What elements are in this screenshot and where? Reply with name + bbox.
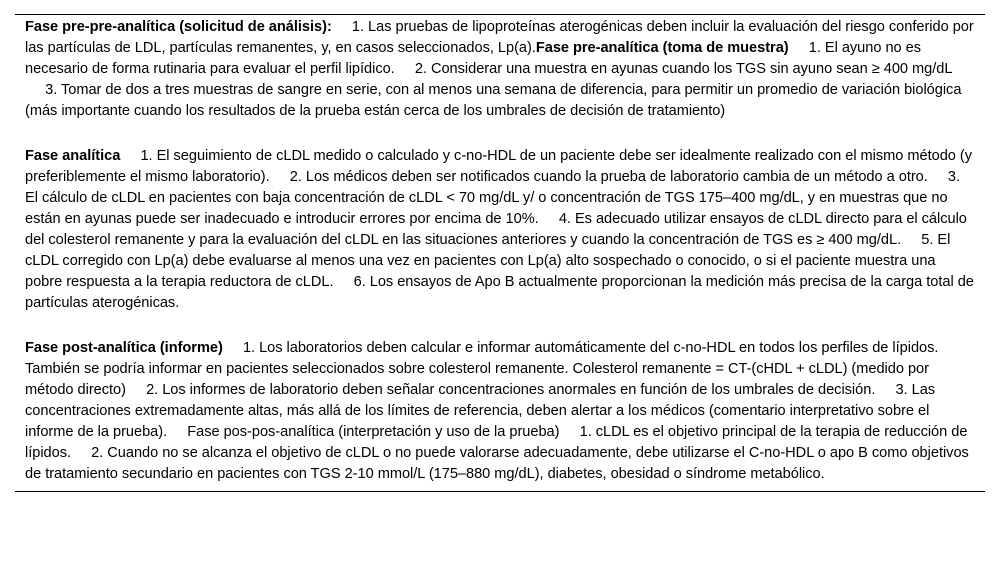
section-pre-pre-analytic (15, 15, 985, 122)
item: 1. cLDL es el objetivo principal de la terapia de reducción de lípidos. (25, 424, 968, 461)
item: 1. El ayuno no es necesario de forma rutinaria para evaluar el perfil lipídico. (25, 40, 922, 77)
item: 2. Los médicos deben ser notificados cuando la prueba de laboratorio cambia de un método a otro. (289, 169, 928, 185)
item: 3. Tomar de dos a tres muestras de sangre en serie, con al menos una semana de diferencia, para permitir un promedio de variación biológica (más importante cuando los resultados de la prueba están cerca de los umbrales de decisión de tratamiento) (25, 82, 962, 119)
item: 2. Los informes de laboratorio deben señalar concentraciones anormales en función de los umbrales de decisión. (146, 382, 876, 398)
item: 4. Es adecuado utilizar ensayos de cLDL directo para el cálculo del colesterol remanente y para la evaluación del cLDL en las situaciones anteriores y cuando la concentración de TGS es ≥ 400 mg/dL. (25, 211, 967, 248)
section-heading: Fase pre-pre-analítica (solicitud de análisis): (25, 19, 332, 35)
item: 2. Cuando no se alcanza el objetivo de cLDL o no puede valorarse adecuadamente, debe utilizarse el C-no-HDL o apo B como objetivos de tratamiento secundario en pacientes con TGS 2-10 mmol/L (175–880 mg/dL), diabetes, obesidad o síndrome metabólico. (25, 445, 969, 482)
section-text (25, 17, 975, 122)
item: Fase pos-pos-analítica (interpretación y uso de la prueba) (187, 424, 560, 440)
section-post-analytic (15, 314, 985, 491)
item: 1. Las pruebas de lipoproteínas aterogénicas deben incluir la evaluación del riesgo conferido por las partículas de LDL, partículas remanentes, y, en casos seleccionados, Lp(a). (25, 19, 974, 56)
section-heading: Fase analítica (25, 148, 121, 164)
item: 3. Las concentraciones extremadamente altas, más allá de los límites de referencia, deben alertar a los médicos (comentario interpretativo sobre el informe de la prueba). (25, 382, 936, 440)
item: 1. El seguimiento de cLDL medido o calculado y c-no-HDL de un paciente debe ser idealmente realizado con el mismo método (y preferiblemente el mismo laboratorio). (25, 148, 973, 185)
section-heading: Fase post-analítica (informe) (25, 340, 223, 356)
section-text (25, 338, 975, 485)
section-analytic (15, 122, 985, 314)
recommendations-table (15, 14, 985, 492)
section-subheading: Fase pre-analítica (toma de muestra) (535, 40, 789, 56)
item: 6. Los ensayos de Apo B actualmente proporcionan la medición más precisa de la carga total de partículas aterogénicas. (25, 274, 974, 311)
item: 5. El cLDL corregido con Lp(a) debe evaluarse al menos una vez en pacientes con Lp(a) alto sospechado o conocido, o si el paciente muestra una pobre respuesta a la terapia reductora de cLDL. (25, 232, 951, 290)
item: 3. El cálculo de cLDL en pacientes con baja concentración de cLDL < 70 mg/dL y/ o concentración de TGS 175–400 mg/dL, y en muestras que no están en ayunas puede ser inadecuado e introducir errores por encima de 10%. (25, 169, 961, 227)
item: 2. Considerar una muestra en ayunas cuando los TGS sin ayuno sean ≥ 400 mg/dL (414, 61, 952, 77)
section-text (25, 146, 975, 314)
item: 1. Los laboratorios deben calcular e informar automáticamente del c-no-HDL en todos los perfiles de lípidos. También se podría informar en pacientes seleccionados sobre colesterol remanente. Colesterol remanente = CT-(cHDL + cLDL) (medido por método directo) (25, 340, 939, 398)
